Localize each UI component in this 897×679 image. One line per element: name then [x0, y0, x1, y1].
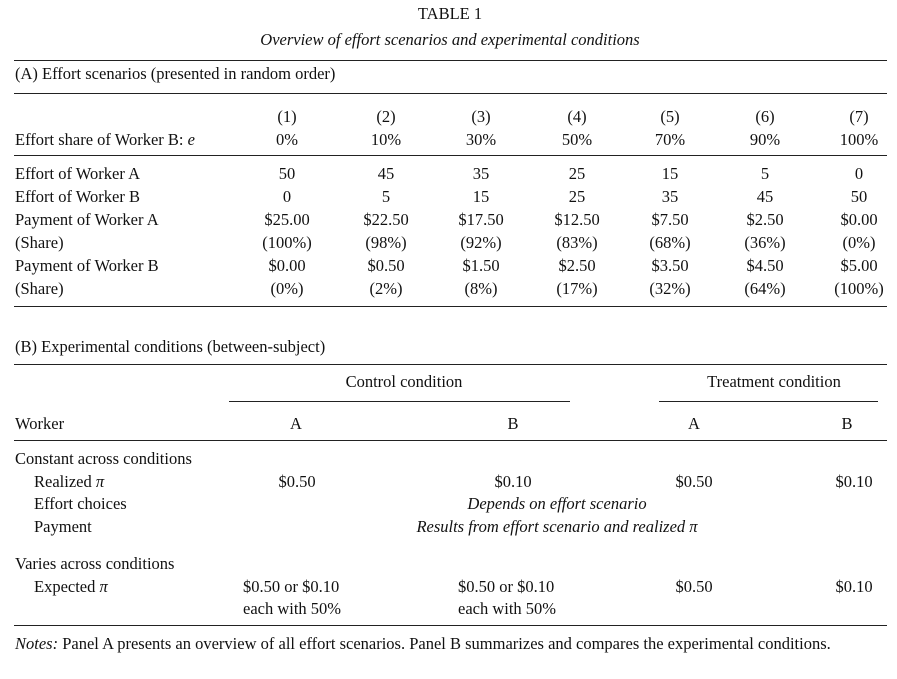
- table-cell: (100%): [834, 279, 884, 298]
- table-title: TABLE 1: [417, 4, 483, 23]
- table-cell: 5: [760, 164, 770, 183]
- table-cell: 0: [854, 164, 864, 183]
- scenario-number: (5): [660, 107, 680, 126]
- table-cell: (92%): [460, 233, 502, 252]
- table-cell: (36%): [744, 233, 786, 252]
- worker-col-treatment-b: B: [841, 414, 853, 433]
- table-cell: $1.50: [462, 256, 500, 275]
- expected-treatment-b: $0.10: [835, 577, 873, 596]
- expected-control-a: $0.50 or $0.10: [243, 577, 340, 596]
- panel-a-share-label: Effort share of Worker B: e: [15, 130, 195, 149]
- scenario-share: 50%: [561, 130, 593, 149]
- realized-treatment-a: $0.50: [675, 472, 713, 491]
- rule-control-span: [229, 401, 570, 402]
- effort-choices-label: Effort choices: [34, 494, 127, 513]
- row-label: Payment of Worker B: [15, 256, 159, 275]
- table-cell: 5: [381, 187, 391, 206]
- payment-value: Results from effort scenario and realized π: [416, 517, 698, 536]
- table-cell: 45: [756, 187, 774, 206]
- table-cell: (64%): [744, 279, 786, 298]
- rule-panel-a-header: [14, 155, 887, 156]
- realized-control-a: $0.50: [278, 472, 316, 491]
- scenario-number: (7): [849, 107, 869, 126]
- rule-panel-b-heading: [14, 364, 887, 365]
- expected-control-a-note: each with 50%: [243, 599, 342, 618]
- table-cell: (98%): [365, 233, 407, 252]
- row-label: Effort of Worker B: [15, 187, 140, 206]
- table-cell: $22.50: [363, 210, 409, 229]
- table-cell: (0%): [842, 233, 876, 252]
- table-cell: $7.50: [651, 210, 689, 229]
- realized-control-b: $0.10: [494, 472, 532, 491]
- table-cell: (8%): [464, 279, 498, 298]
- rule-panel-b-header: [14, 440, 887, 441]
- worker-label: Worker: [15, 414, 65, 433]
- table-cell: 50: [850, 187, 868, 206]
- table-cell: (2%): [369, 279, 403, 298]
- scenario-share: 70%: [654, 130, 686, 149]
- row-label: Payment of Worker A: [15, 210, 159, 229]
- table-cell: 0: [282, 187, 292, 206]
- table-cell: 15: [472, 187, 490, 206]
- table-cell: $25.00: [264, 210, 310, 229]
- rule-top: [14, 60, 887, 61]
- table-cell: (0%): [270, 279, 304, 298]
- expected-pi-label: Expected π: [34, 577, 108, 596]
- table-cell: $2.50: [746, 210, 784, 229]
- notes-label: Notes:: [15, 634, 59, 653]
- expected-treatment-a: $0.50: [675, 577, 713, 596]
- payment-label: Payment: [34, 517, 92, 536]
- worker-col-control-a: A: [290, 414, 302, 433]
- table-subtitle: Overview of effort scenarios and experimental conditions: [260, 30, 640, 49]
- table-cell: $12.50: [554, 210, 600, 229]
- notes-text: Panel A presents an overview of all effort scenarios. Panel B summarizes and compares the experimental conditions.: [58, 634, 831, 653]
- table-cell: 35: [661, 187, 679, 206]
- scenario-share: 10%: [370, 130, 402, 149]
- table-cell: $0.00: [268, 256, 306, 275]
- scenario-share: 30%: [465, 130, 497, 149]
- scenario-share: 100%: [839, 130, 879, 149]
- row-label: (Share): [15, 279, 64, 298]
- table-cell: 45: [377, 164, 395, 183]
- scenario-number: (4): [567, 107, 587, 126]
- table-cell: $5.00: [840, 256, 878, 275]
- table-cell: $2.50: [558, 256, 596, 275]
- scenario-number: (6): [755, 107, 775, 126]
- table-cell: (17%): [556, 279, 598, 298]
- effort-choices-value: Depends on effort scenario: [467, 494, 647, 513]
- table-cell: 35: [472, 164, 490, 183]
- rule-panel-a-bottom: [14, 306, 887, 307]
- table-cell: (83%): [556, 233, 598, 252]
- table-cell: $0.50: [367, 256, 405, 275]
- row-label: (Share): [15, 233, 64, 252]
- scenario-number: (3): [471, 107, 491, 126]
- table-cell: (100%): [262, 233, 312, 252]
- scenario-share: 90%: [749, 130, 781, 149]
- realized-pi-label: Realized π: [34, 472, 105, 491]
- rule-panel-b-bottom: [14, 625, 887, 626]
- expected-control-b: $0.50 or $0.10: [458, 577, 555, 596]
- treatment-condition-label: Treatment condition: [707, 372, 841, 391]
- table-notes: [15, 632, 886, 655]
- control-condition-label: Control condition: [345, 372, 463, 391]
- expected-control-b-note: each with 50%: [458, 599, 557, 618]
- realized-treatment-b: $0.10: [835, 472, 873, 491]
- panel-a-heading: (A) Effort scenarios (presented in random order): [15, 64, 336, 83]
- scenario-share: 0%: [276, 130, 298, 149]
- panel-b-heading: (B) Experimental conditions (between-subject): [15, 337, 326, 356]
- table-cell: $3.50: [651, 256, 689, 275]
- table-cell: (68%): [649, 233, 691, 252]
- scenario-number: (1): [277, 107, 297, 126]
- table-cell: 25: [568, 187, 586, 206]
- table-cell: 25: [568, 164, 586, 183]
- varies-across-label: Varies across conditions: [15, 554, 175, 573]
- table-cell: (32%): [649, 279, 691, 298]
- rule-panel-a-heading: [14, 93, 887, 94]
- table-cell: $4.50: [746, 256, 784, 275]
- row-label: Effort of Worker A: [15, 164, 140, 183]
- scenario-number: (2): [376, 107, 396, 126]
- rule-treatment-span: [659, 401, 878, 402]
- table-cell: 15: [661, 164, 679, 183]
- constant-across-label: Constant across conditions: [15, 449, 192, 468]
- table-cell: $17.50: [458, 210, 504, 229]
- worker-col-treatment-a: A: [688, 414, 700, 433]
- worker-col-control-b: B: [507, 414, 519, 433]
- table-cell: $0.00: [840, 210, 878, 229]
- table-cell: 50: [278, 164, 296, 183]
